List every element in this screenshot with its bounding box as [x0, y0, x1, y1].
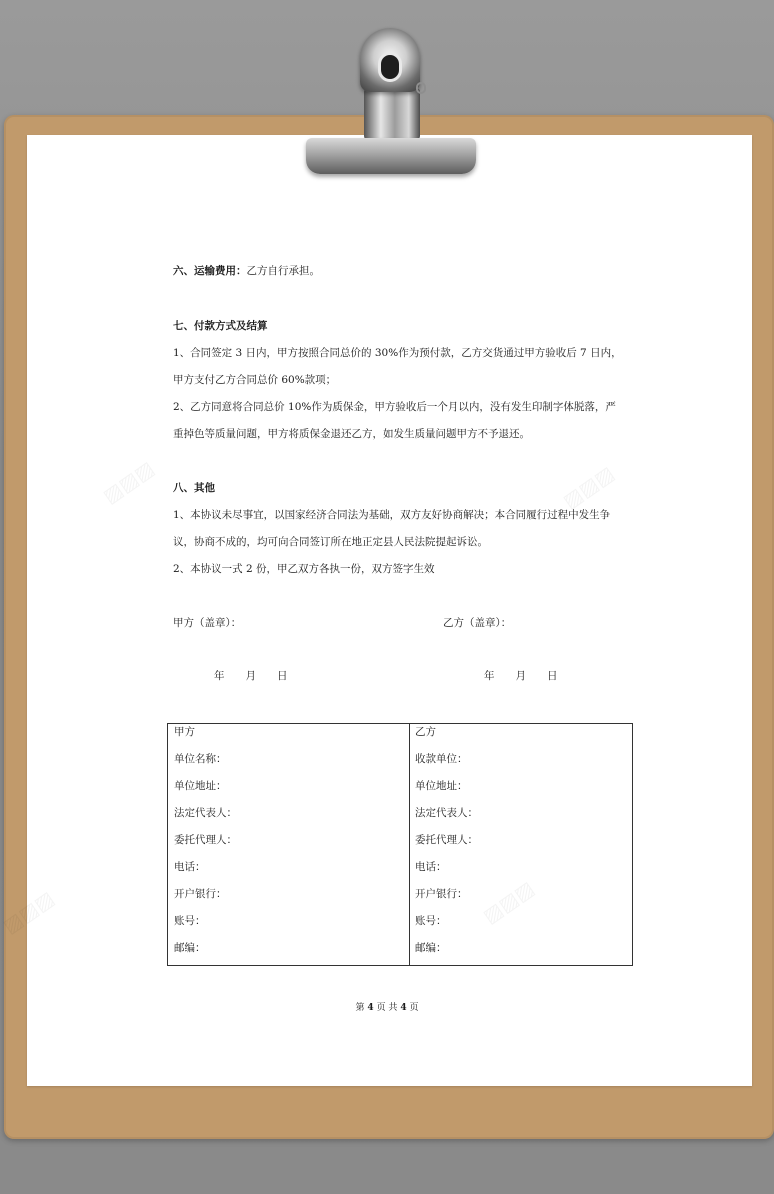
section7-heading: 七、付款方式及结算 — [173, 320, 268, 332]
section7-line: 2、乙方同意将合同总价 10%作为质保金，甲方验收后一个月以内，没有发生印制字体脱落，严 — [173, 401, 616, 413]
table-cell: 开户银行： — [174, 888, 227, 900]
section7-line: 重掉色等质量问题，甲方将质保金退还乙方，如发生质量问题甲方不予退还。 — [173, 428, 530, 440]
table-cell: 账号： — [174, 915, 206, 927]
section6-heading: 六、运输费用： — [173, 265, 247, 277]
table-cell: 邮编： — [415, 942, 447, 954]
section7-line: 1、合同签定 3 日内，甲方按照合同总价的 30%作为预付款，乙方交货通过甲方验收后 7 日内， — [173, 347, 622, 359]
footer-suffix: 页 — [409, 1003, 419, 1013]
section7-line: 甲方支付乙方合同总价 60%款项； — [173, 374, 337, 386]
binder-clip — [306, 138, 476, 174]
table-cell: 电话： — [415, 861, 447, 873]
table-cell: 乙方 — [415, 726, 436, 738]
table-cell: 单位地址： — [415, 780, 468, 792]
table-cell: 单位地址： — [174, 780, 227, 792]
footer-page-number: 4 — [367, 1003, 374, 1013]
section8-line: 2、本协议一式 2 份，甲乙双方各执一份，双方签字生效 — [173, 563, 435, 575]
table-cell: 法定代表人： — [174, 807, 237, 819]
footer-prefix: 第 — [355, 1003, 365, 1013]
footer-total-pages: 4 — [400, 1003, 407, 1013]
section6-line — [173, 264, 320, 278]
table-cell: 邮编： — [174, 942, 206, 954]
page-footer — [0, 1000, 774, 1013]
section8-line: 议，协商不成的，均可向合同签订所在地正定县人民法院提起诉讼。 — [173, 536, 488, 548]
party-a-seal-label: 甲方（盖章）： — [173, 617, 242, 629]
table-cell: 法定代表人： — [415, 807, 478, 819]
table-cell: 电话： — [174, 861, 206, 873]
section6-text: 乙方自行承担。 — [246, 265, 320, 277]
table-cell: 账号： — [415, 915, 447, 927]
clip-neck — [364, 88, 420, 140]
party-info-table — [167, 723, 633, 966]
footer-middle: 页 共 — [376, 1003, 398, 1013]
party-a-date: 年 月 日 — [214, 670, 288, 682]
clip-hole — [378, 52, 402, 82]
table-cell: 开户银行： — [415, 888, 468, 900]
table-cell: 委托代理人： — [415, 834, 478, 846]
clip-ring — [416, 82, 426, 94]
table-cell: 单位名称： — [174, 753, 227, 765]
table-divider — [409, 724, 410, 965]
party-b-seal-label: 乙方（盖章）： — [443, 617, 512, 629]
table-cell: 甲方 — [174, 726, 195, 738]
section8-heading: 八、其他 — [173, 482, 215, 494]
table-cell: 委托代理人： — [174, 834, 237, 846]
section8-line: 1、本协议未尽事宜，以国家经济合同法为基础，双方友好协商解决；本合同履行过程中发生争 — [173, 509, 611, 521]
table-cell: 收款单位： — [415, 753, 468, 765]
party-b-date: 年 月 日 — [484, 670, 558, 682]
